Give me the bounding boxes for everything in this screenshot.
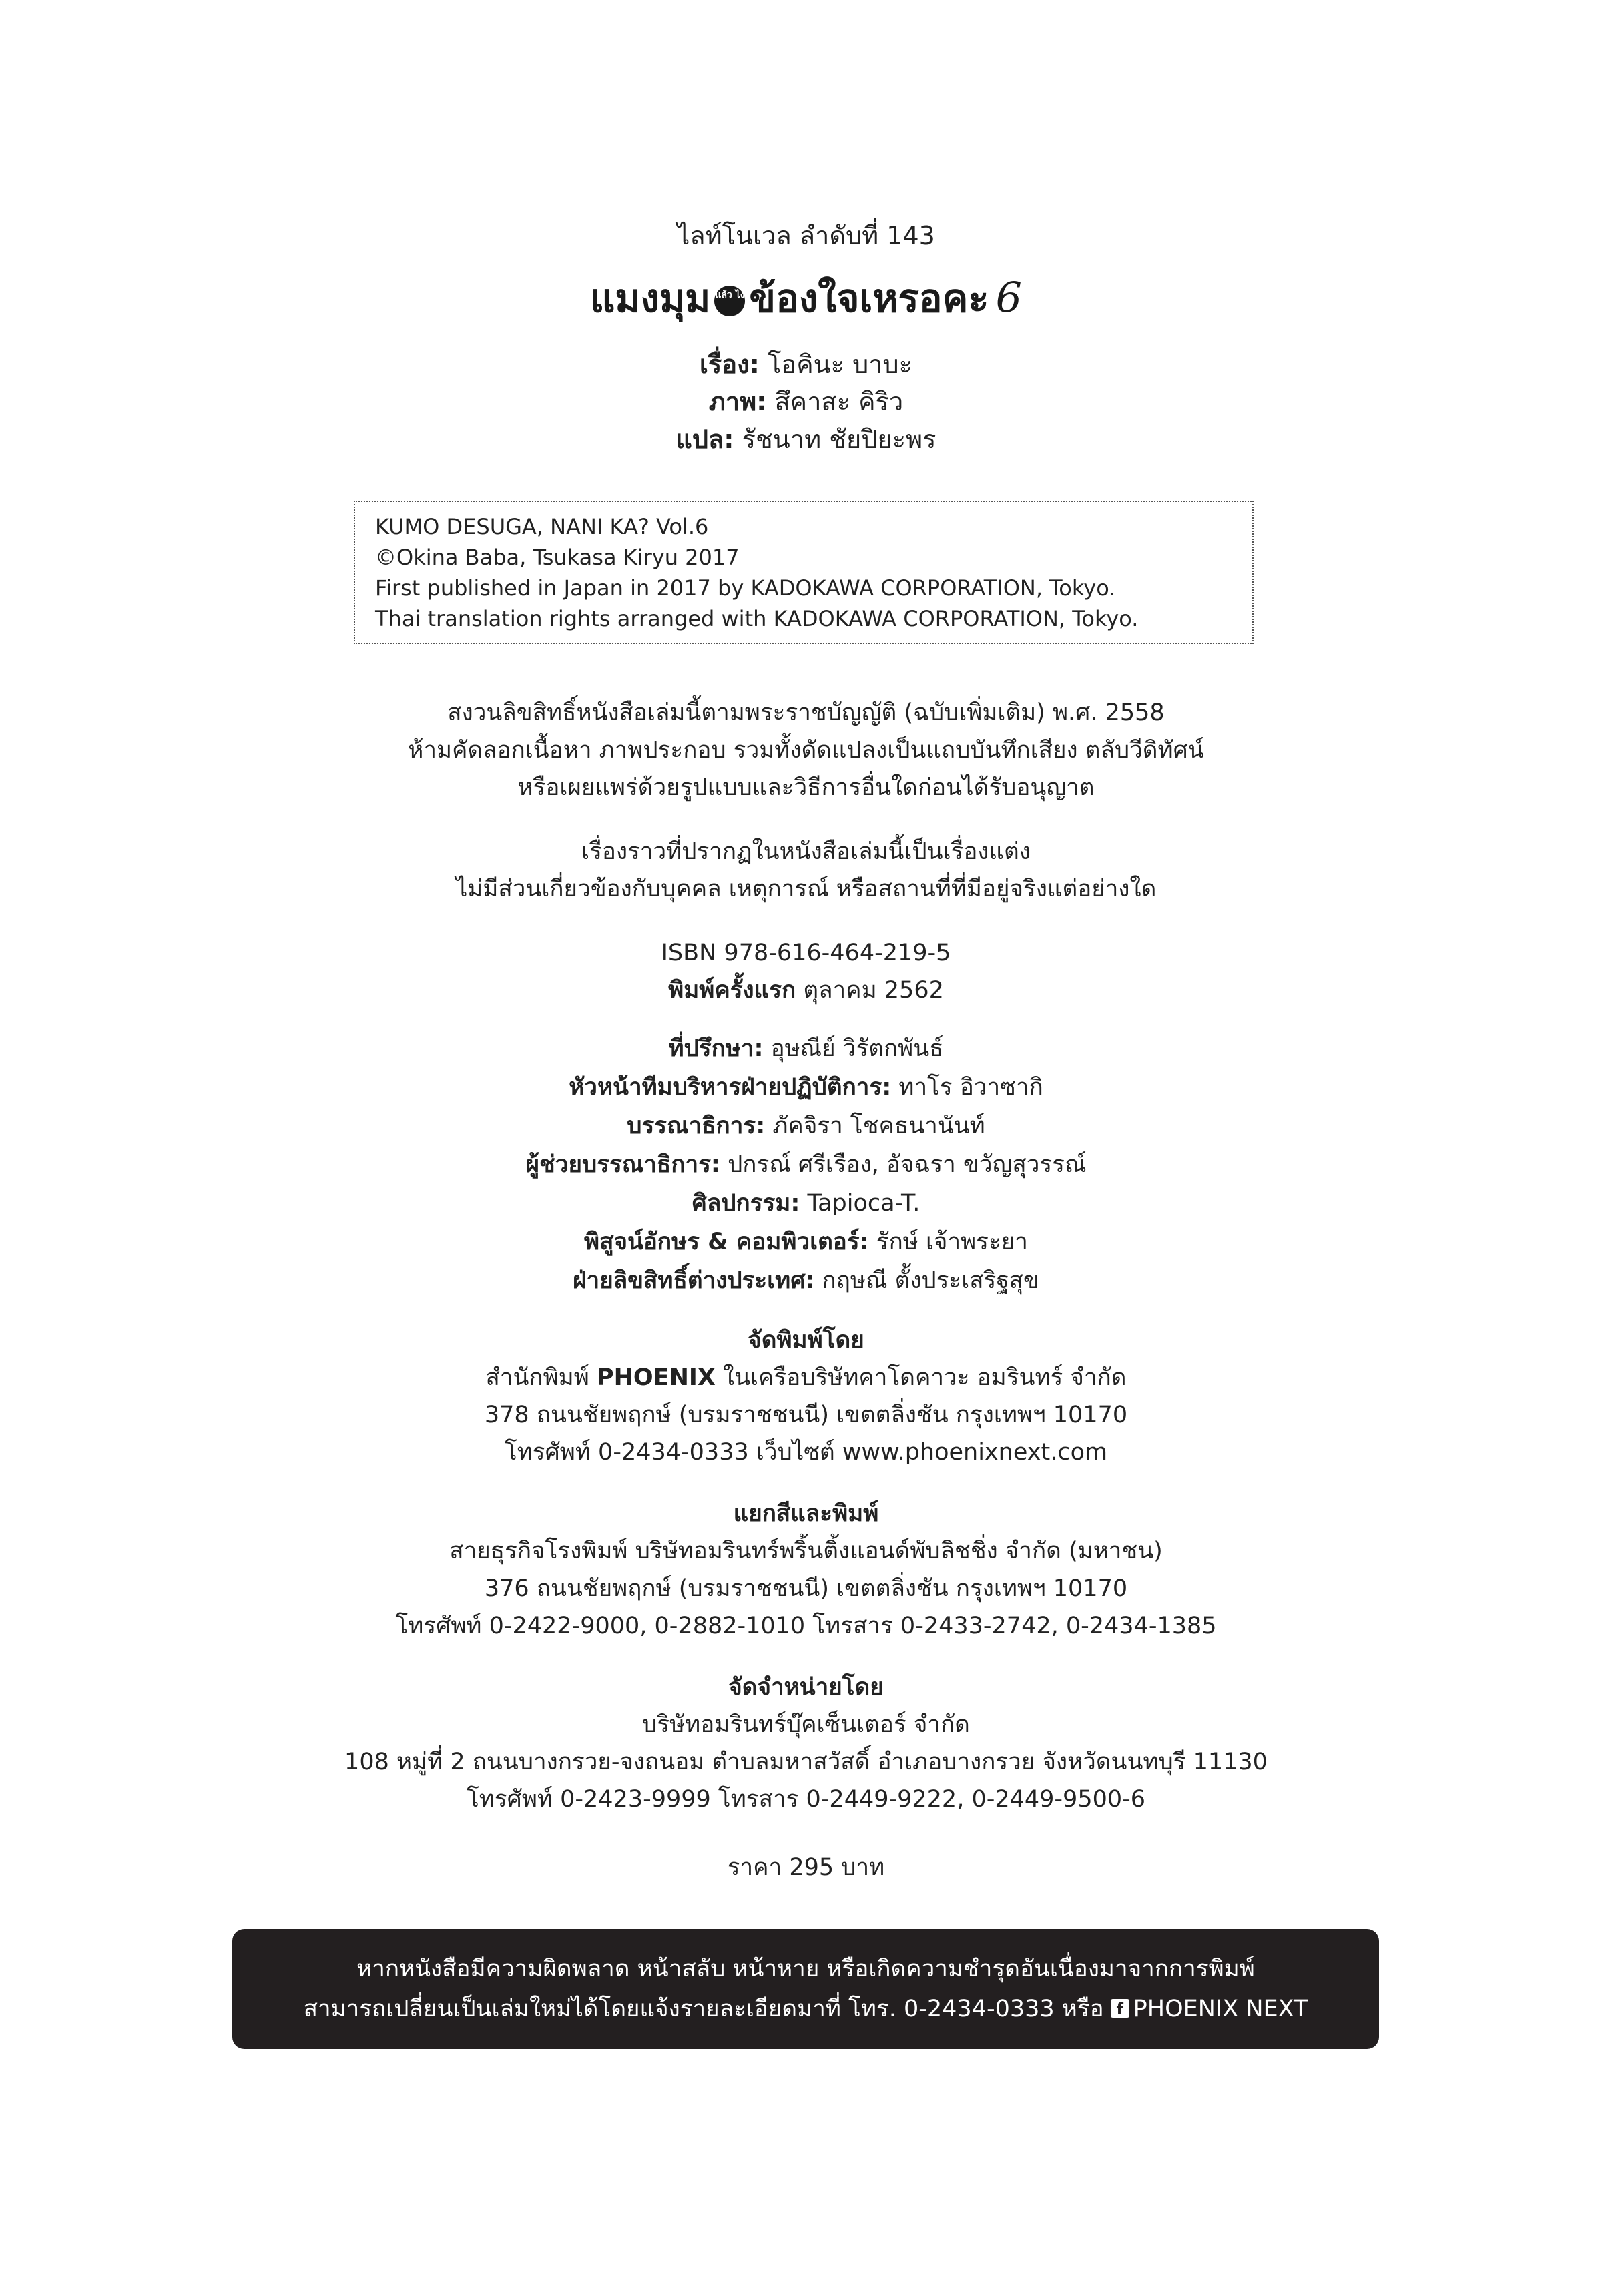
credit-author: เรื่อง: โอคินะ บาบะ bbox=[699, 350, 913, 379]
staff-row: บรรณาธิการ: ภัคจิรา โชคธนานันท์ bbox=[627, 1113, 985, 1139]
staff-row: ผู้ช่วยบรรณาธิการ: ปกรณ์ ศรีเรือง, อัจฉรา ขวัญสุวรรณ์ bbox=[525, 1151, 1087, 1178]
printer-block: แยกสีและพิมพ์ สายธุรกิจโรงพิมพ์ บริษัทอมรินทร์พริ้นติ้งแอนด์พับลิชชิ่ง จำกัด (มหาชน) 376 ถนนชัยพฤกษ์ (บรมราชชนนี) เขตตลิ่งชัน กรุงเทพฯ 10170 โทรศัพท์ 0-2422-9000, 0-2882-1010 โทรสาร 0-2433-2742, 0-2434-1385 bbox=[0, 1495, 1612, 1645]
publisher-line: สำนักพิมพ์ PHOENIX ในเครือบริษัทคาโดคาวะ อมรินทร์ จำกัด bbox=[485, 1364, 1127, 1391]
defect-notice-banner bbox=[232, 1929, 1379, 2049]
credits bbox=[0, 346, 1612, 458]
staff-list bbox=[0, 1029, 1612, 1300]
publisher-contact: โทรศัพท์ 0-2434-0333 เว็บไซต์ www.phoenixnext.com bbox=[504, 1439, 1108, 1466]
footer-line-2: สามารถเปลี่ยนเป็นเล่มใหม่ได้โดยแจ้งรายละเอียดมาที่ โทร. 0-2434-0333 หรือ f PHOENIX NEXT bbox=[303, 1996, 1308, 2022]
title-part-1: แมงมุม bbox=[590, 276, 711, 321]
title-volume: 6 bbox=[995, 273, 1022, 322]
distributor-heading: จัดจำหน่ายโดย bbox=[728, 1674, 884, 1701]
facebook-icon: f bbox=[1111, 1999, 1129, 2018]
staff-row: ฝ่ายลิขสิทธิ์ต่างประเทศ: กฤษณี ตั้งประเสริฐสุข bbox=[573, 1267, 1039, 1294]
isbn-block bbox=[0, 934, 1612, 1009]
credit-translator: แปล: รัชนาท ชัยปิยะพร bbox=[676, 424, 936, 454]
footer-line-1: หากหนังสือมีความผิดพลาด หน้าสลับ หน้าหาย หรือเกิดความชำรุดอันเนื่องมาจากการพิมพ์ bbox=[356, 1956, 1255, 1982]
copyright-line: ©Okina Baba, Tsukasa Kiryu 2017 bbox=[375, 545, 740, 570]
printer-heading: แยกสีและพิมพ์ bbox=[733, 1500, 879, 1527]
publisher-address: 378 ถนนชัยพฤกษ์ (บรมราชชนนี) เขตตลิ่งชัน กรุงเทพฯ 10170 bbox=[484, 1402, 1128, 1428]
copyright-line: Thai translation rights arranged with KADOKAWA CORPORATION, Tokyo. bbox=[375, 606, 1139, 631]
staff-row: ที่ปรึกษา: อุษณีย์ วิรัตกพันธ์ bbox=[668, 1035, 944, 1062]
series-label: ไลท์โนเวล ลำดับที่ 143 bbox=[677, 221, 935, 250]
fiction-notice: เรื่องราวที่ปรากฏในหนังสือเล่มนี้เป็นเรื่องแต่ง ไม่มีส่วนเกี่ยวข้องกับบุคคล เหตุการณ์ หรือสถานที่ที่มีอยู่จริงแต่อย่างใด bbox=[455, 838, 1157, 902]
staff-row: ศิลปกรรม: Tapioca-T. bbox=[692, 1190, 920, 1217]
title-badge: แล้ว ไง bbox=[714, 286, 745, 316]
copyright-box bbox=[354, 501, 1254, 644]
distributor-block: จัดจำหน่ายโดย บริษัทอมรินทร์บุ๊คเซ็นเตอร์ จำกัด 108 หมู่ที่ 2 ถนนบางกรวย-จงถนอม ตำบลมหาสวัสดิ์ อำเภอบางกรวย จังหวัดนนทบุรี 11130 โทรศัพท์ 0-2423-9999 โทรสาร 0-2449-9222, 0-2449-9500-6 bbox=[0, 1669, 1612, 1818]
copyright-line: First published in Japan in 2017 by KADOKAWA CORPORATION, Tokyo. bbox=[375, 575, 1116, 601]
title-part-2: ข้องใจเหรอคะ bbox=[749, 276, 989, 321]
price: ราคา 295 บาท bbox=[727, 1854, 885, 1881]
publisher-heading: จัดพิมพ์โดย bbox=[748, 1327, 864, 1354]
book-title bbox=[0, 267, 1612, 329]
legal-notice: สงวนลิขสิทธิ์หนังสือเล่มนี้ตามพระราชบัญญัติ (ฉบับเพิ่มเติม) พ.ศ. 2558 ห้ามคัดลอกเนื้อหา ภาพประกอบ รวมทั้งดัดแปลงเป็นแถบบันทึกเสียง ตลับวีดิทัศน์ หรือเผยแพร่ด้วยรูปแบบและวิธีการอื่นใดก่อนได้รับอนุญาต bbox=[408, 699, 1204, 801]
first-print: พิมพ์ครั้งแรก ตุลาคม 2562 bbox=[668, 977, 944, 1004]
copyright-line: KUMO DESUGA, NANI KA? Vol.6 bbox=[375, 514, 709, 539]
staff-row: หัวหน้าทีมบริหารฝ่ายปฏิบัติการ: ทาโร อิวาซากิ bbox=[569, 1074, 1043, 1101]
staff-row: พิสูจน์อักษร & คอมพิวเตอร์: รักษ์ เจ้าพระยา bbox=[584, 1229, 1028, 1255]
publisher-block bbox=[0, 1322, 1612, 1471]
isbn: ISBN 978-616-464-219-5 bbox=[661, 940, 951, 966]
credit-illustrator: ภาพ: สึคาสะ คิริว bbox=[708, 387, 904, 416]
